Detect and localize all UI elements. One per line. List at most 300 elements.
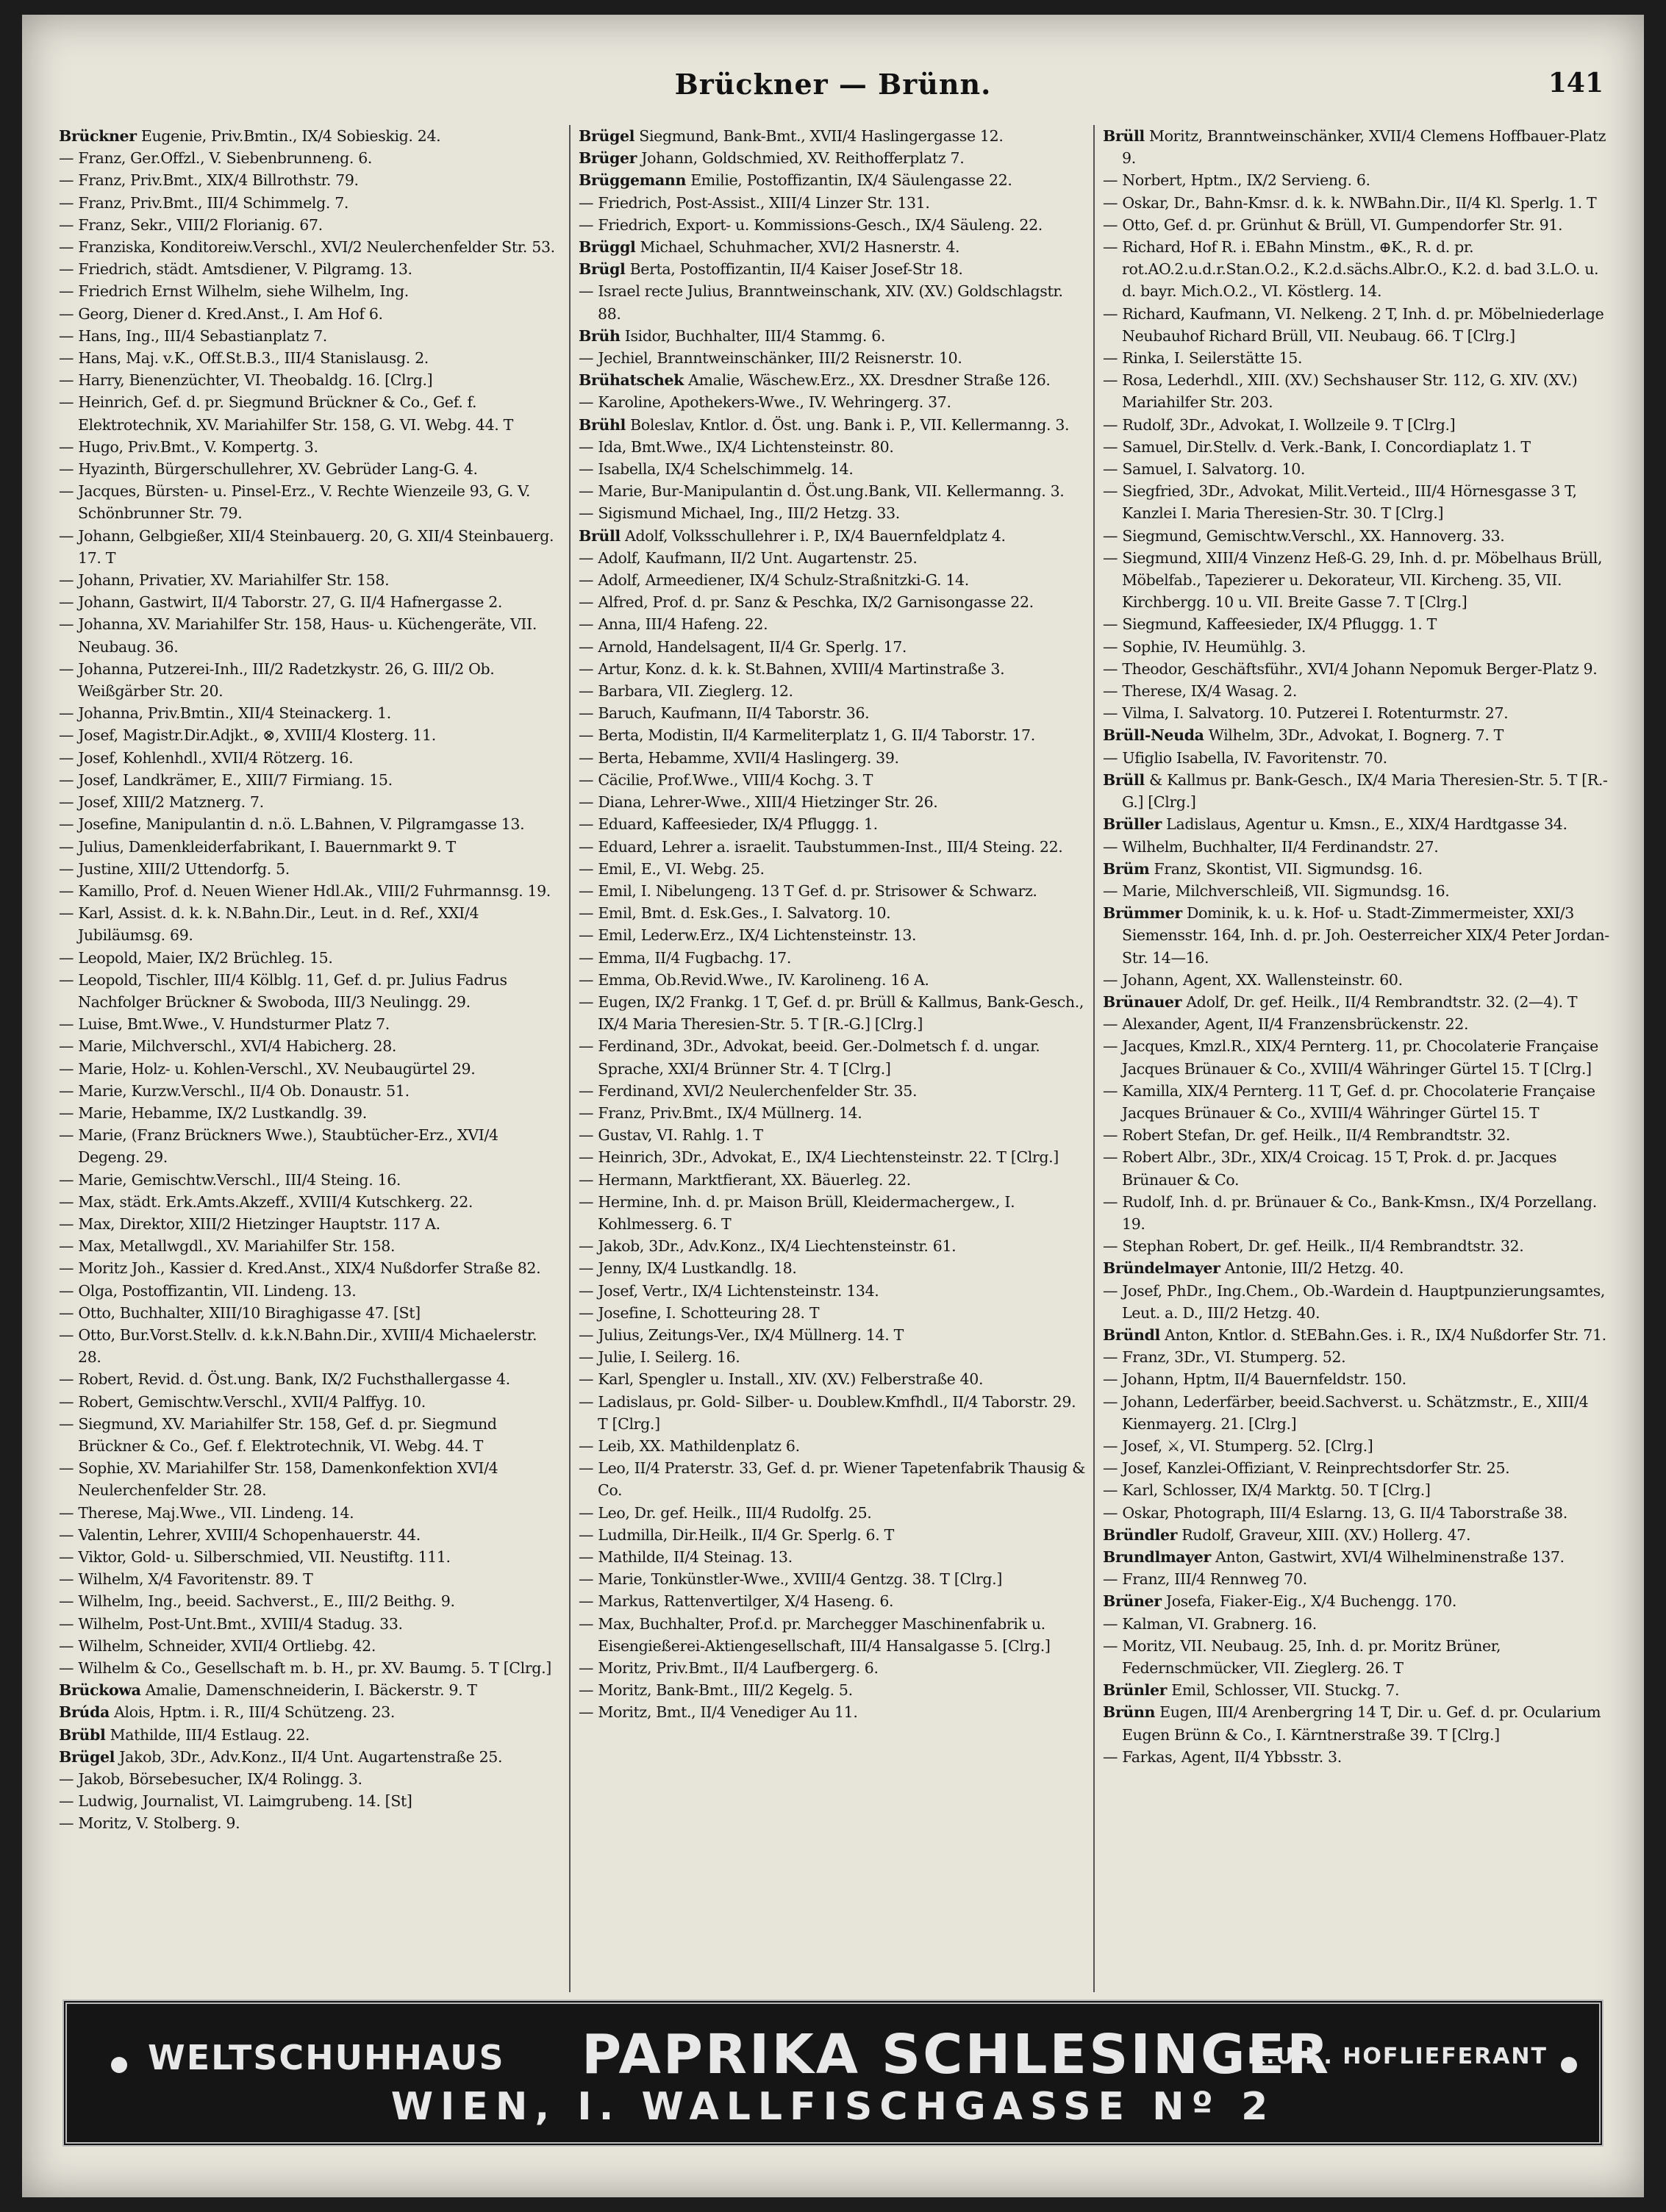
entry-text: Franz, Skontist, VII. Sigmundsg. 16. [1149,859,1423,878]
directory-entry [59,125,562,147]
entry-text: — Samuel, I. Salvatorg. 10. [1103,460,1306,479]
entry-text: — Leopold, Tischler, III/4 Kölblg. 11, Gef. d. pr. Julius Fadrus Nachfolger Brückner & Swoboda, III/3 Neulingg. 29. [59,970,507,1011]
entry-text: Berta, Postoffizantin, II/4 Kaiser Josef-Str 18. [625,260,963,279]
directory-entry [579,836,1086,858]
entry-text: — Franziska, Konditoreiw.Verschl., XVI/2 Neulerchenfelder Str. 53. [59,238,555,257]
directory-entry [1103,658,1610,680]
entry-text: Josefa, Fiaker-Eig., X/4 Buchengg. 170. [1161,1592,1457,1611]
directory-entry [1103,125,1610,169]
column-divider [1093,125,1095,1992]
directory-entry [59,1790,562,1812]
entry-text: — Max, Buchhalter, Prof.d. pr. Marchegger Maschinenfabrik u. Eisengießerei-Aktiengesellschaft, III/4 Hansalgasse 5. [Clrg.] [579,1614,1051,1655]
directory-entry [59,458,562,480]
directory-entry [579,1524,1086,1546]
directory-entry [59,658,562,702]
directory-entry [579,369,1086,391]
directory-entry [1103,1346,1610,1368]
directory-entry [59,258,562,280]
directory-entry [59,747,562,769]
entry-text: — Rinka, I. Seilerstätte 15. [1103,349,1303,368]
directory-entry [59,724,562,746]
directory-entry [59,1280,562,1302]
directory-entry [579,1391,1086,1435]
directory-entry [1103,547,1610,614]
entry-text: — Ida, Bmt.Wwe., IX/4 Lichtensteinstr. 80. [579,437,894,456]
entry-text: — Johann, Gastwirt, II/4 Taborstr. 27, G. II/4 Hafnergasse 2. [59,593,503,612]
entry-surname: Brückowa [59,1681,141,1700]
entry-surname: Bründelmayer [1103,1259,1220,1278]
entry-text: — Josef, Kohlenhdl., XVII/4 Rötzerg. 16. [59,748,354,767]
directory-entry [579,1502,1086,1524]
entry-surname: Brundlmayer [1103,1548,1211,1566]
entry-text: — Moritz, Bmt., II/4 Venediger Au 11. [579,1703,858,1722]
directory-entry [59,1457,562,1501]
directory-entry [59,391,562,435]
entry-text: — Josef, Vertr., IX/4 Lichtensteinstr. 134. [579,1281,879,1300]
directory-entry [579,1080,1086,1102]
entry-text: — Cäcilie, Prof.Wwe., VIII/4 Kochg. 3. T [579,770,873,789]
directory-entry [1103,1613,1610,1635]
entry-text: Adolf, Volksschullehrer i. P., IX/4 Bauernfeldplatz 4. [620,526,1006,545]
directory-entry [59,702,562,724]
entry-text: — Jechiel, Branntweinschänker, III/2 Reisnerstr. 10. [579,349,962,368]
directory-entry [579,1368,1086,1390]
entry-text: — Markus, Rattenvertilger, X/4 Haseng. 6. [579,1592,894,1611]
directory-entry [579,1346,1086,1368]
directory-entry [1103,1124,1610,1146]
directory-entry [1103,1457,1610,1479]
entry-text: — Johann, Gelbgießer, XII/4 Steinbauerg. 20, G. XII/4 Steinbauerg. 17. T [59,526,554,567]
entry-text: — Johanna, Putzerei-Inh., III/2 Radetzkystr. 26, G. III/2 Ob. Weißgärber Str. 20. [59,659,495,701]
entry-text: — Richard, Kaufmann, VI. Nelkeng. 2 T, Inh. d. pr. Möbelniederlage Neubauhof Richard Brüll, VII. Neubaug. 66. T [Clrg.] [1103,304,1604,345]
directory-entry [579,1235,1086,1257]
directory-entry [1103,1368,1610,1390]
directory-entry [1103,192,1610,214]
entry-text: — Emil, I. Nibelungeng. 13 T Gef. d. pr. Strisower & Schwarz. [579,881,1037,900]
entry-text: — Friedrich, Export- u. Kommissions-Gesch., IX/4 Säuleng. 22. [579,215,1043,234]
entry-surname: Brünn [1103,1703,1156,1722]
entry-text: — Siegmund, XV. Mariahilfer Str. 158, Gef. d. pr. Siegmund Brückner & Co., Gef. f. Elektrotechnik, VI. Webg. 44. T [59,1414,497,1455]
directory-entry [579,924,1086,946]
entry-surname: Brügl [579,260,626,279]
entry-text: — Hans, Ing., III/4 Sebastianplatz 7. [59,326,327,345]
directory-entry [579,724,1086,746]
directory-entry [59,769,562,791]
entry-text: — Siegmund, Gemischtw.Verschl., XX. Hannoverg. 33. [1103,526,1505,545]
entry-text: — Moritz Joh., Kassier d. Kred.Anst., XIX/4 Nußdorfer Straße 82. [59,1259,541,1278]
directory-entry [579,613,1086,635]
entry-text: — Friedrich, städt. Amtsdiener, V. Pilgramg. 13. [59,260,412,279]
directory-entry [59,569,562,591]
directory-entry [579,747,1086,769]
entry-text: — Oskar, Dr., Bahn-Kmsr. d. k. k. NWBahn.Dir., II/4 Kl. Sperlg. 1. T [1103,193,1597,212]
directory-entry [59,1746,562,1768]
directory-entry [579,1191,1086,1235]
entry-text: Siegmund, Bank-Bmt., XVII/4 Haslingergasse 12. [634,127,1004,145]
directory-entry [59,613,562,657]
directory-entry [579,1590,1086,1612]
entry-text: — Franz, 3Dr., VI. Stumperg. 52. [1103,1348,1346,1367]
entry-text: — Wilhelm, Buchhalter, II/4 Ferdinandstr. 27. [1103,837,1439,856]
entry-surname: Brüggl [579,238,636,257]
directory-entry [1103,991,1610,1013]
entry-text: — Ferdinand, XVI/2 Neulerchenfelder Str. 35. [579,1081,918,1100]
directory-entry [1103,1080,1610,1124]
entry-text: — Max, städt. Erk.Amts.Akzeff., XVIII/4 Kutschkerg. 22. [59,1192,473,1211]
entry-text: Jakob, 3Dr., Adv.Konz., II/4 Unt. Augartenstraße 25. [115,1747,503,1766]
entry-text: — Isabella, IX/4 Schelschimmelg. 14. [579,460,854,479]
directory-entry [59,1324,562,1368]
directory-entry [1103,1568,1610,1590]
entry-text: Anton, Kntlor. d. StEBahn.Ges. i. R., IX/4 Nußdorfer Str. 71. [1159,1325,1606,1344]
directory-entry [1103,836,1610,858]
entry-text: — Marie, Gemischtw.Verschl., III/4 Steing. 16. [59,1170,401,1189]
ad-purveyor: K.U.K. HOFLIEFERANT [1247,2044,1548,2069]
directory-entry [59,1169,562,1191]
entry-surname: Brüh [579,326,621,345]
directory-entry [59,325,562,347]
directory-entry [59,1724,562,1746]
directory-entry [579,125,1086,147]
entry-text: — Richard, Hof R. i. EBahn Minstm., ⊕K., R. d. pr. rot.AO.2.u.d.r.Stan.O.2., K.2.d.sächs.Albr.O., K.2. d. bad 3.L.O. u. d. bayr. Mich.O.2., VI. Köstlerg. 14. [1103,238,1599,301]
entry-text: — Josef, Kanzlei-Offiziant, V. Reinprechtsdorfer Str. 25. [1103,1459,1510,1478]
entry-text: — Josef, XIII/2 Matznerg. 7. [59,793,264,812]
directory-entry [579,1257,1086,1279]
directory-entry [59,480,562,524]
entry-text: — Norbert, Hptm., IX/2 Servieng. 6. [1103,171,1370,190]
entry-text: — Sigismund Michael, Ing., III/2 Hetzg. 33. [579,504,900,523]
directory-entry [1103,1746,1610,1768]
directory-entry [59,591,562,613]
directory-entry [579,414,1086,436]
entry-text: — Moritz, VII. Neubaug. 25, Inh. d. pr. Moritz Brüner, Federnschmücker, VII. Zieglerg. 26. T [1103,1636,1501,1678]
ad-store-name: WELTSCHUHHAUS [148,2038,505,2077]
directory-entry [1103,369,1610,413]
entry-text: Michael, Schuhmacher, XVI/2 Hasnerstr. 4. [635,238,960,257]
entry-text: — Israel recte Julius, Branntweinschank, XIV. (XV.) Goldschlagstr. 88. [579,282,1063,323]
directory-entry [59,1768,562,1790]
directory-entry [579,236,1086,258]
directory-entry [59,436,562,458]
entry-text: — Otto, Gef. d. pr. Grünhut & Brüll, VI. Gumpendorfer Str. 91. [1103,215,1563,234]
entry-text: — Franz, Sekr., VIII/2 Florianig. 67. [59,215,323,234]
directory-entry [579,458,1086,480]
entry-text: Ladislaus, Agentur u. Kmsn., E., XIX/4 Hardtgasse 34. [1162,815,1567,834]
entry-text: — Siegmund, Kaffeesieder, IX/4 Pfluggg. 1. T [1103,615,1437,634]
entry-surname: Brügel [59,1747,115,1766]
directory-entry [1103,1435,1610,1457]
directory-entry [59,858,562,880]
directory-entry [1103,1391,1610,1435]
entry-text: — Anna, III/4 Hafeng. 22. [579,615,768,634]
bullet-icon [1561,2057,1577,2073]
entry-text: — Robert, Revid. d. Öst.ung. Bank, IX/2 Fuchsthallergasse 4. [59,1370,510,1389]
directory-entry [579,325,1086,347]
entry-text: — Johann, Lederfärber, beeid.Sachverst. u. Schätzmstr., E., XIII/4 Kienmayerg. 21. [Clrg.] [1103,1392,1589,1433]
ad-top-line [67,2017,1599,2086]
directory-entry [1103,613,1610,635]
entry-text: — Robert Albr., 3Dr., XIX/4 Croicag. 15 T, Prok. d. pr. Jacques Brünauer & Co. [1103,1148,1557,1189]
directory-entry [1103,880,1610,902]
entry-surname: Brübl [59,1725,106,1744]
entry-surname: Brühl [579,415,626,434]
directory-entry [1103,969,1610,991]
directory-entry [1103,1479,1610,1501]
entry-text: — Moritz, V. Stolberg. 9. [59,1814,240,1833]
directory-entry [59,303,562,325]
entry-surname: Brüll [1103,127,1145,145]
entry-text: — Leopold, Maier, IX/2 Brüchleg. 15. [59,948,333,967]
entry-surname: Brüm [1103,859,1150,878]
directory-entry [1103,214,1610,236]
directory-entry [1103,1679,1610,1701]
entry-text: — Karoline, Apothekers-Wwe., IV. Wehringerg. 37. [579,393,951,412]
entry-text: Alois, Hptm. i. R., III/4 Schützeng. 23. [109,1703,395,1722]
directory-entry [579,791,1086,813]
entry-text: — Eduard, Lehrer a. israelit. Taubstummen-Inst., III/4 Steing. 22. [579,837,1063,856]
entry-text: — Heinrich, Gef. d. pr. Siegmund Brückner & Co., Gef. f. Elektrotechnik, XV. Mariahilfer Str. 158, G. VI. Webg. 44. T [59,393,513,434]
entry-text: — Moritz, Priv.Bmt., II/4 Laufbergerg. 6. [579,1659,879,1678]
entry-text: — Ferdinand, 3Dr., Advokat, beeid. Ger.-Dolmetsch f. d. ungar. Sprache, XXI/4 Brünner Str. 4. T [Clrg.] [579,1037,1040,1078]
entry-text: — Gustav, VI. Rahlg. 1. T [579,1126,763,1145]
entry-text: — Arnold, Handelsagent, II/4 Gr. Sperlg. 17. [579,637,907,656]
entry-text: — Franz, Ger.Offzl., V. Siebenbrunneng. 6. [59,149,373,168]
entry-text: — Jakob, Börsebesucher, IX/4 Rolingg. 3. [59,1770,362,1789]
directory-entry [579,1613,1086,1657]
directory-entry [1103,1546,1610,1568]
entry-text: — Emil, Lederw.Erz., IX/4 Lichtensteinstr. 13. [579,926,917,945]
entry-text: — Leo, II/4 Praterstr. 33, Gef. d. pr. Wiener Tapetenfabrik Thausig & Co. [579,1459,1086,1500]
directory-entry [579,769,1086,791]
directory-entry [1103,902,1610,969]
directory-entry [1103,1524,1610,1546]
entry-text: — Olga, Postoffizantin, VII. Lindeng. 13. [59,1281,357,1300]
column-divider [569,125,571,1992]
directory-entry [1103,680,1610,702]
directory-entry [1103,436,1610,458]
directory-entry [579,525,1086,547]
entry-text: — Johanna, XV. Mariahilfer Str. 158, Haus- u. Küchengeräte, VII. Neubaug. 36. [59,615,537,656]
directory-entry [59,836,562,858]
entry-text: — Emil, E., VI. Webg. 25. [579,859,765,878]
directory-entry [579,1124,1086,1146]
entry-text: Rudolf, Graveur, XIII. (XV.) Hollerg. 47. [1177,1525,1471,1544]
directory-entry [1103,636,1610,658]
entry-text: — Marie, Holz- u. Kohlen-Verschl., XV. Neubaugürtel 29. [59,1059,476,1078]
entry-surname: Bründler [1103,1525,1178,1544]
directory-entry [59,1013,562,1035]
entry-text: — Franz, Priv.Bmt., XIX/4 Billrothstr. 79. [59,171,359,190]
entry-text: — Otto, Buchhalter, XIII/10 Biraghigasse 47. [St] [59,1303,421,1322]
page-title: Brückner — Brünn. [674,68,992,101]
entry-text: — Jacques, Bürsten- u. Pinsel-Erz., V. Rechte Wienzeile 93, G. V. Schönbrunner Str. 79. [59,482,531,523]
directory-entry [579,947,1086,969]
directory-entry [1103,1701,1610,1745]
entry-text: — Friedrich, Post-Assist., XIII/4 Linzer Str. 131. [579,193,930,212]
entry-surname: Brüger [579,149,637,168]
directory-entry [1103,724,1610,746]
entry-text: — Farkas, Agent, II/4 Ybbsstr. 3. [1103,1747,1342,1766]
entry-text: — Ludwig, Journalist, VI. Laimgrubeng. 14. [St] [59,1792,412,1811]
directory-entry [579,702,1086,724]
directory-entry [579,1302,1086,1324]
directory-entry [59,236,562,258]
directory-entry [1103,1257,1610,1279]
entry-text: — Luise, Bmt.Wwe., V. Hundsturmer Platz 7. [59,1015,390,1034]
directory-entry [1103,1324,1610,1346]
directory-entry [1103,1502,1610,1524]
directory-entry [1103,303,1610,347]
entry-text: — Johann, Hptm, II/4 Bauernfeldstr. 150. [1103,1370,1406,1389]
directory-entry [1103,747,1610,769]
directory-entry [59,880,562,902]
entry-text: — Kamilla, XIX/4 Pernterg. 11 T, Gef. d. pr. Chocolaterie Française Jacques Brünauer & Co., XVIII/4 Währinger Gürtel 15. T [1103,1081,1595,1122]
entry-text: — Josefine, Manipulantin d. n.ö. L.Bahnen, V. Pilgramgasse 13. [59,815,525,834]
entry-text: — Baruch, Kaufmann, II/4 Taborstr. 36. [579,704,870,723]
directory-entry [579,591,1086,613]
directory-entry [579,1701,1086,1723]
entry-text: — Marie, Milchverschleiß, VII. Sigmundsg. 16. [1103,881,1450,900]
directory-entry [1103,525,1610,547]
directory-entry [579,547,1086,569]
directory-entry [59,1235,562,1257]
directory-entry [59,791,562,813]
entry-text: Emilie, Postoffizantin, IX/4 Säulengasse 22. [686,171,1012,190]
entry-text: — Wilhelm, Post-Unt.Bmt., XVIII/4 Stadug. 33. [59,1614,403,1633]
entry-text: Emil, Schlosser, VII. Stuckg. 7. [1167,1681,1400,1700]
entry-text: Wilhelm, 3Dr., Advokat, I. Bognerg. 7. T [1204,726,1504,745]
entry-text: — Robert, Gemischtw.Verschl., XVII/4 Palffyg. 10. [59,1392,426,1411]
entry-text: — Hyazinth, Bürgerschullehrer, XV. Gebrüder Lang-G. 4. [59,460,478,479]
entry-text: — Josef, ⚔, VI. Stumperg. 52. [Clrg.] [1103,1436,1373,1455]
entry-text: — Rudolf, Inh. d. pr. Brünauer & Co., Bank-Kmsn., IX/4 Porzellang. 19. [1103,1192,1597,1233]
directory-entry [59,1657,562,1679]
entry-text: — Franz, Priv.Bmt., IX/4 Müllnerg. 14. [579,1103,862,1122]
entry-surname: Brüll [1103,770,1145,789]
page-number: 141 [1548,68,1604,99]
entry-text: — Moritz, Bank-Bmt., III/2 Kegelg. 5. [579,1681,853,1700]
entry-text: — Hermann, Marktfierant, XX. Bäuerleg. 22. [579,1170,911,1189]
directory-entry [59,1701,562,1723]
entry-text: — Josefine, I. Schotteuring 28. T [579,1303,820,1322]
entry-text: — Julie, I. Seilerg. 16. [579,1348,740,1367]
entry-text: Isidor, Buchhalter, III/4 Stammg. 6. [620,326,886,345]
directory-entry [1103,1191,1610,1235]
ad-address: WIEN, I. WALLFISCHGASSE Nº 2 [390,2085,1276,2129]
entry-surname: Brúda [59,1703,110,1722]
directory-entry [59,347,562,369]
directory-entry [59,1080,562,1102]
entry-text: — Josef, PhDr., Ing.Chem., Ob.-Wardein d. Hauptpunzierungsamtes, Leut. a. D., III/2 Hetzg. 40. [1103,1281,1606,1322]
entry-surname: Brüll [579,526,621,545]
entry-surname: Brüller [1103,815,1162,834]
directory-entry [579,347,1086,369]
entry-text: — Karl, Assist. d. k. k. N.Bahn.Dir., Leut. in d. Ref., XXI/4 Jubiläumsg. 69. [59,904,479,945]
directory-entry [579,169,1086,191]
directory-entry [59,1191,562,1213]
directory-entry [1103,1235,1610,1257]
entry-surname: Brüner [1103,1592,1162,1611]
entry-text: — Therese, IX/4 Wasag. 2. [1103,682,1298,701]
entry-text: — Heinrich, 3Dr., Advokat, E., IX/4 Liechtensteinstr. 22. T [Clrg.] [579,1148,1059,1167]
directory-entry [59,813,562,835]
directory-entry [579,1169,1086,1191]
entry-text: — Jenny, IX/4 Lustkandlg. 18. [579,1259,797,1278]
entry-text: — Leo, Dr. gef. Heilk., III/4 Rudolfg. 25. [579,1503,872,1522]
entry-text: — Kalman, VI. Grabnerg. 16. [1103,1614,1317,1633]
entry-text: — Alexander, Agent, II/4 Franzensbrückenstr. 22. [1103,1015,1469,1034]
entry-text: — Valentin, Lehrer, XVIII/4 Schopenhauerstr. 44. [59,1525,421,1544]
entry-text: — Emma, II/4 Fugbachg. 17. [579,948,792,967]
directory-entry [59,1568,562,1590]
entry-text: — Berta, Hebamme, XVII/4 Haslingerg. 39. [579,748,899,767]
directory-entry [579,391,1086,413]
entry-text: — Berta, Modistin, II/4 Karmeliterplatz 1, G. II/4 Taborstr. 17. [579,726,1035,745]
entry-surname: Brüggemann [579,171,687,190]
directory-entry [579,1435,1086,1457]
entry-text: — Rudolf, 3Dr., Advokat, I. Wollzeile 9. T [Clrg.] [1103,415,1456,434]
entry-text: — Viktor, Gold- u. Silberschmied, VII. Neustiftg. 111. [59,1548,451,1566]
directory-entry [579,880,1086,902]
entry-text: — Ludmilla, Dir.Heilk., II/4 Gr. Sperlg. 6. T [579,1525,894,1544]
directory-entry [579,436,1086,458]
entry-text: — Karl, Spengler u. Install., XIV. (XV.) Felberstraße 40. [579,1370,984,1389]
entry-text: Boleslav, Kntlor. d. Öst. ung. Bank i. P., VII. Kellermanng. 3. [625,415,1070,434]
entry-text: — Adolf, Armeediener, IX/4 Schulz-Straßnitzki-G. 14. [579,571,969,590]
entry-text: — Max, Metallwgdl., XV. Mariahilfer Str. 158. [59,1237,396,1256]
directory-entry [59,192,562,214]
directory-column-3 [1103,125,1610,1992]
entry-text: — Artur, Konz. d. k. k. St.Bahnen, XVIII/4 Martinstraße 3. [579,659,1005,678]
entry-text: — Robert Stefan, Dr. gef. Heilk., II/4 Rembrandtstr. 32. [1103,1126,1511,1145]
directory-entry [59,1524,562,1546]
bullet-icon [111,2057,127,2073]
directory-column-2 [579,125,1086,1992]
entry-text: — Kamillo, Prof. d. Neuen Wiener Hdl.Ak., VIII/2 Fuhrmannsg. 19. [59,881,551,900]
entry-text: Adolf, Dr. gef. Heilk., II/4 Rembrandtstr. 32. (2—4). T [1181,992,1578,1011]
directory-entry [59,525,562,569]
entry-text: Mathilde, III/4 Estlaug. 22. [105,1725,310,1744]
entry-text: — Josef, Landkrämer, E., XIII/7 Firmiang. 15. [59,770,393,789]
entry-text: — Sophie, IV. Heumühlg. 3. [1103,637,1306,656]
directory-entry [59,1391,562,1413]
directory-entry [579,1568,1086,1590]
directory-entry [579,1280,1086,1302]
entry-text: — Therese, Maj.Wwe., VII. Lindeng. 14. [59,1503,354,1522]
entry-text: — Marie, Bur-Manipulantin d. Öst.ung.Bank, VII. Kellermanng. 3. [579,482,1065,501]
entry-text: Moritz, Branntweinschänker, XVII/4 Clemens Hoffbauer-Platz 9. [1122,127,1606,168]
directory-entry [59,1302,562,1324]
entry-text: Dominik, k. u. k. Hof- u. Stadt-Zimmermeister, XXI/3 Siemensstr. 164, Inh. d. pr. Joh. Oesterreicher XIX/4 Peter Jordan-Str. 14—16. [1122,904,1609,967]
entry-text: — Karl, Schlosser, IX/4 Marktg. 50. T [Clrg.] [1103,1481,1431,1500]
entry-text: — Johann, Agent, XX. Wallensteinstr. 60. [1103,970,1403,989]
entry-surname: Brüll-Neuda [1103,726,1204,745]
directory-entry [59,1812,562,1834]
entry-text: — Marie, Kurzw.Verschl., II/4 Ob. Donaustr. 51. [59,1081,410,1100]
directory-entry [59,1635,562,1657]
directory-entry [579,192,1086,214]
directory-entry [579,658,1086,680]
directory-entry [1103,1280,1610,1324]
directory-page [22,15,1644,2197]
directory-entry [579,214,1086,236]
directory-entry [579,902,1086,924]
entry-text: — Wilhelm & Co., Gesellschaft m. b. H., pr. XV. Baumg. 5. T [Clrg.] [59,1659,551,1678]
directory-entry [579,569,1086,591]
entry-surname: Brünauer [1103,992,1182,1011]
entry-text: — Johann, Privatier, XV. Mariahilfer Str. 158. [59,571,390,590]
directory-entry [579,280,1086,324]
